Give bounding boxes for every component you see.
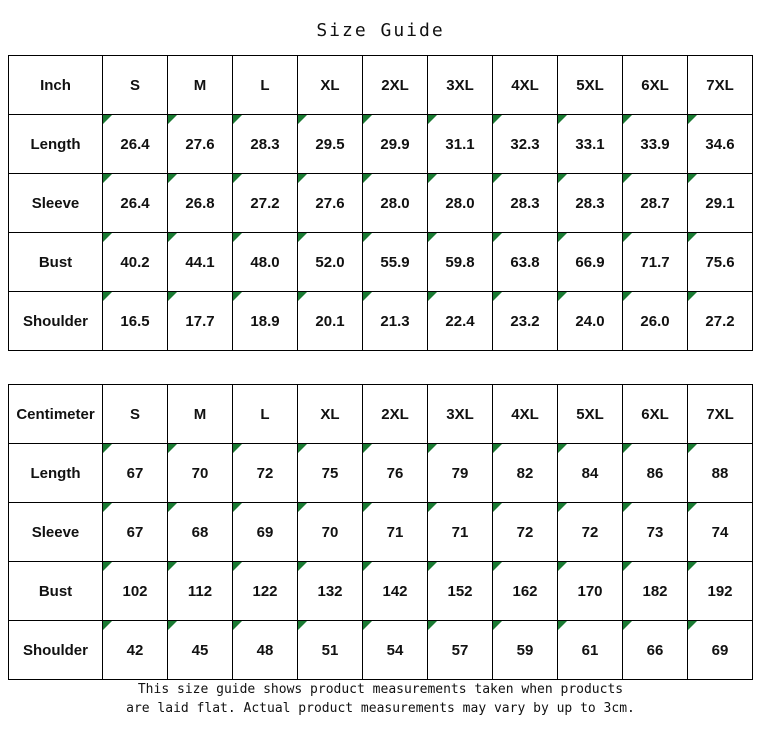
footnote-line-1: This size guide shows product measurements taken when products: [137, 682, 624, 697]
page-title: Size Guide: [316, 20, 445, 41]
table-cell: 71: [363, 503, 428, 562]
table-cell: 52.0: [298, 233, 363, 292]
table-cell: 72: [233, 444, 298, 503]
table-cell: 42: [103, 621, 168, 680]
table-cell: 67: [103, 444, 168, 503]
table-cell: 44.1: [168, 233, 233, 292]
unit-header: Inch: [9, 56, 103, 115]
table-cell: 59: [493, 621, 558, 680]
row-label: Length: [9, 115, 103, 174]
centimeter-table-wrapper: [0, 384, 761, 680]
table-header-row: [9, 56, 753, 115]
table-cell: 75.6: [688, 233, 753, 292]
table-cell: 26.8: [168, 174, 233, 233]
table-cell: 26.4: [103, 174, 168, 233]
column-header: 3XL: [428, 385, 493, 444]
table-cell: 16.5: [103, 292, 168, 351]
table-row: [9, 503, 753, 562]
table-cell: 24.0: [558, 292, 623, 351]
table-spacer: [0, 351, 761, 384]
size-table-centimeter: [8, 384, 753, 680]
column-header: L: [233, 56, 298, 115]
table-cell: 32.3: [493, 115, 558, 174]
table-cell: 22.4: [428, 292, 493, 351]
row-label: Bust: [9, 562, 103, 621]
table-cell: 33.1: [558, 115, 623, 174]
table-cell: 79: [428, 444, 493, 503]
inch-table-wrapper: [0, 55, 761, 351]
table-row: [9, 174, 753, 233]
table-cell: 23.2: [493, 292, 558, 351]
row-label: Shoulder: [9, 621, 103, 680]
table-cell: 71: [428, 503, 493, 562]
table-cell: 82: [493, 444, 558, 503]
table-row: [9, 115, 753, 174]
column-header: 2XL: [363, 385, 428, 444]
table-cell: 48: [233, 621, 298, 680]
table-cell: 59.8: [428, 233, 493, 292]
table-cell: 17.7: [168, 292, 233, 351]
table-cell: 57: [428, 621, 493, 680]
table-cell: 28.0: [363, 174, 428, 233]
table-cell: 86: [623, 444, 688, 503]
table-cell: 142: [363, 562, 428, 621]
table-cell: 26.0: [623, 292, 688, 351]
column-header: 7XL: [688, 385, 753, 444]
table-row: [9, 621, 753, 680]
table-cell: 28.3: [233, 115, 298, 174]
table-cell: 66.9: [558, 233, 623, 292]
table-cell: 84: [558, 444, 623, 503]
table-cell: 29.1: [688, 174, 753, 233]
table-cell: 21.3: [363, 292, 428, 351]
table-cell: 55.9: [363, 233, 428, 292]
column-header: S: [103, 385, 168, 444]
table-cell: 71.7: [623, 233, 688, 292]
table-cell: 112: [168, 562, 233, 621]
table-cell: 192: [688, 562, 753, 621]
column-header: 6XL: [623, 385, 688, 444]
table-cell: 132: [298, 562, 363, 621]
unit-header: Centimeter: [9, 385, 103, 444]
column-header: 6XL: [623, 56, 688, 115]
column-header: XL: [298, 385, 363, 444]
table-cell: 33.9: [623, 115, 688, 174]
table-cell: 27.6: [168, 115, 233, 174]
table-cell: 27.6: [298, 174, 363, 233]
table-cell: 68: [168, 503, 233, 562]
size-table-inch: [8, 55, 753, 351]
table-cell: 73: [623, 503, 688, 562]
table-cell: 18.9: [233, 292, 298, 351]
table-cell: 28.0: [428, 174, 493, 233]
table-cell: 28.3: [493, 174, 558, 233]
table-cell: 70: [298, 503, 363, 562]
table-cell: 45: [168, 621, 233, 680]
footnote-line-2: are laid flat. Actual product measurements may vary by up to 3cm.: [126, 701, 635, 716]
table-cell: 29.5: [298, 115, 363, 174]
row-label: Sleeve: [9, 174, 103, 233]
column-header: XL: [298, 56, 363, 115]
table-cell: 75: [298, 444, 363, 503]
table-cell: 28.7: [623, 174, 688, 233]
table-row: [9, 292, 753, 351]
table-row: [9, 233, 753, 292]
table-cell: 152: [428, 562, 493, 621]
table-cell: 54: [363, 621, 428, 680]
table-cell: 88: [688, 444, 753, 503]
column-header: 7XL: [688, 56, 753, 115]
table-cell: 72: [558, 503, 623, 562]
table-cell: 29.9: [363, 115, 428, 174]
table-cell: 162: [493, 562, 558, 621]
column-header: M: [168, 385, 233, 444]
table-cell: 26.4: [103, 115, 168, 174]
table-cell: 74: [688, 503, 753, 562]
table-cell: 27.2: [233, 174, 298, 233]
table-cell: 34.6: [688, 115, 753, 174]
table-cell: 48.0: [233, 233, 298, 292]
table-cell: 66: [623, 621, 688, 680]
table-cell: 69: [688, 621, 753, 680]
column-header: 3XL: [428, 56, 493, 115]
table-cell: 170: [558, 562, 623, 621]
table-cell: 27.2: [688, 292, 753, 351]
footnote: [0, 680, 761, 730]
column-header: 4XL: [493, 56, 558, 115]
column-header: 4XL: [493, 385, 558, 444]
table-header-row: [9, 385, 753, 444]
table-row: [9, 562, 753, 621]
row-label: Bust: [9, 233, 103, 292]
table-cell: 20.1: [298, 292, 363, 351]
column-header: 5XL: [558, 385, 623, 444]
column-header: 5XL: [558, 56, 623, 115]
table-cell: 51: [298, 621, 363, 680]
column-header: L: [233, 385, 298, 444]
table-cell: 28.3: [558, 174, 623, 233]
table-cell: 63.8: [493, 233, 558, 292]
row-label: Length: [9, 444, 103, 503]
table-cell: 67: [103, 503, 168, 562]
table-cell: 70: [168, 444, 233, 503]
table-cell: 69: [233, 503, 298, 562]
table-cell: 31.1: [428, 115, 493, 174]
row-label: Shoulder: [9, 292, 103, 351]
table-row: [9, 444, 753, 503]
column-header: S: [103, 56, 168, 115]
table-cell: 102: [103, 562, 168, 621]
table-cell: 122: [233, 562, 298, 621]
table-cell: 61: [558, 621, 623, 680]
column-header: 2XL: [363, 56, 428, 115]
table-cell: 76: [363, 444, 428, 503]
table-cell: 182: [623, 562, 688, 621]
column-header: M: [168, 56, 233, 115]
table-cell: 40.2: [103, 233, 168, 292]
table-cell: 72: [493, 503, 558, 562]
row-label: Sleeve: [9, 503, 103, 562]
